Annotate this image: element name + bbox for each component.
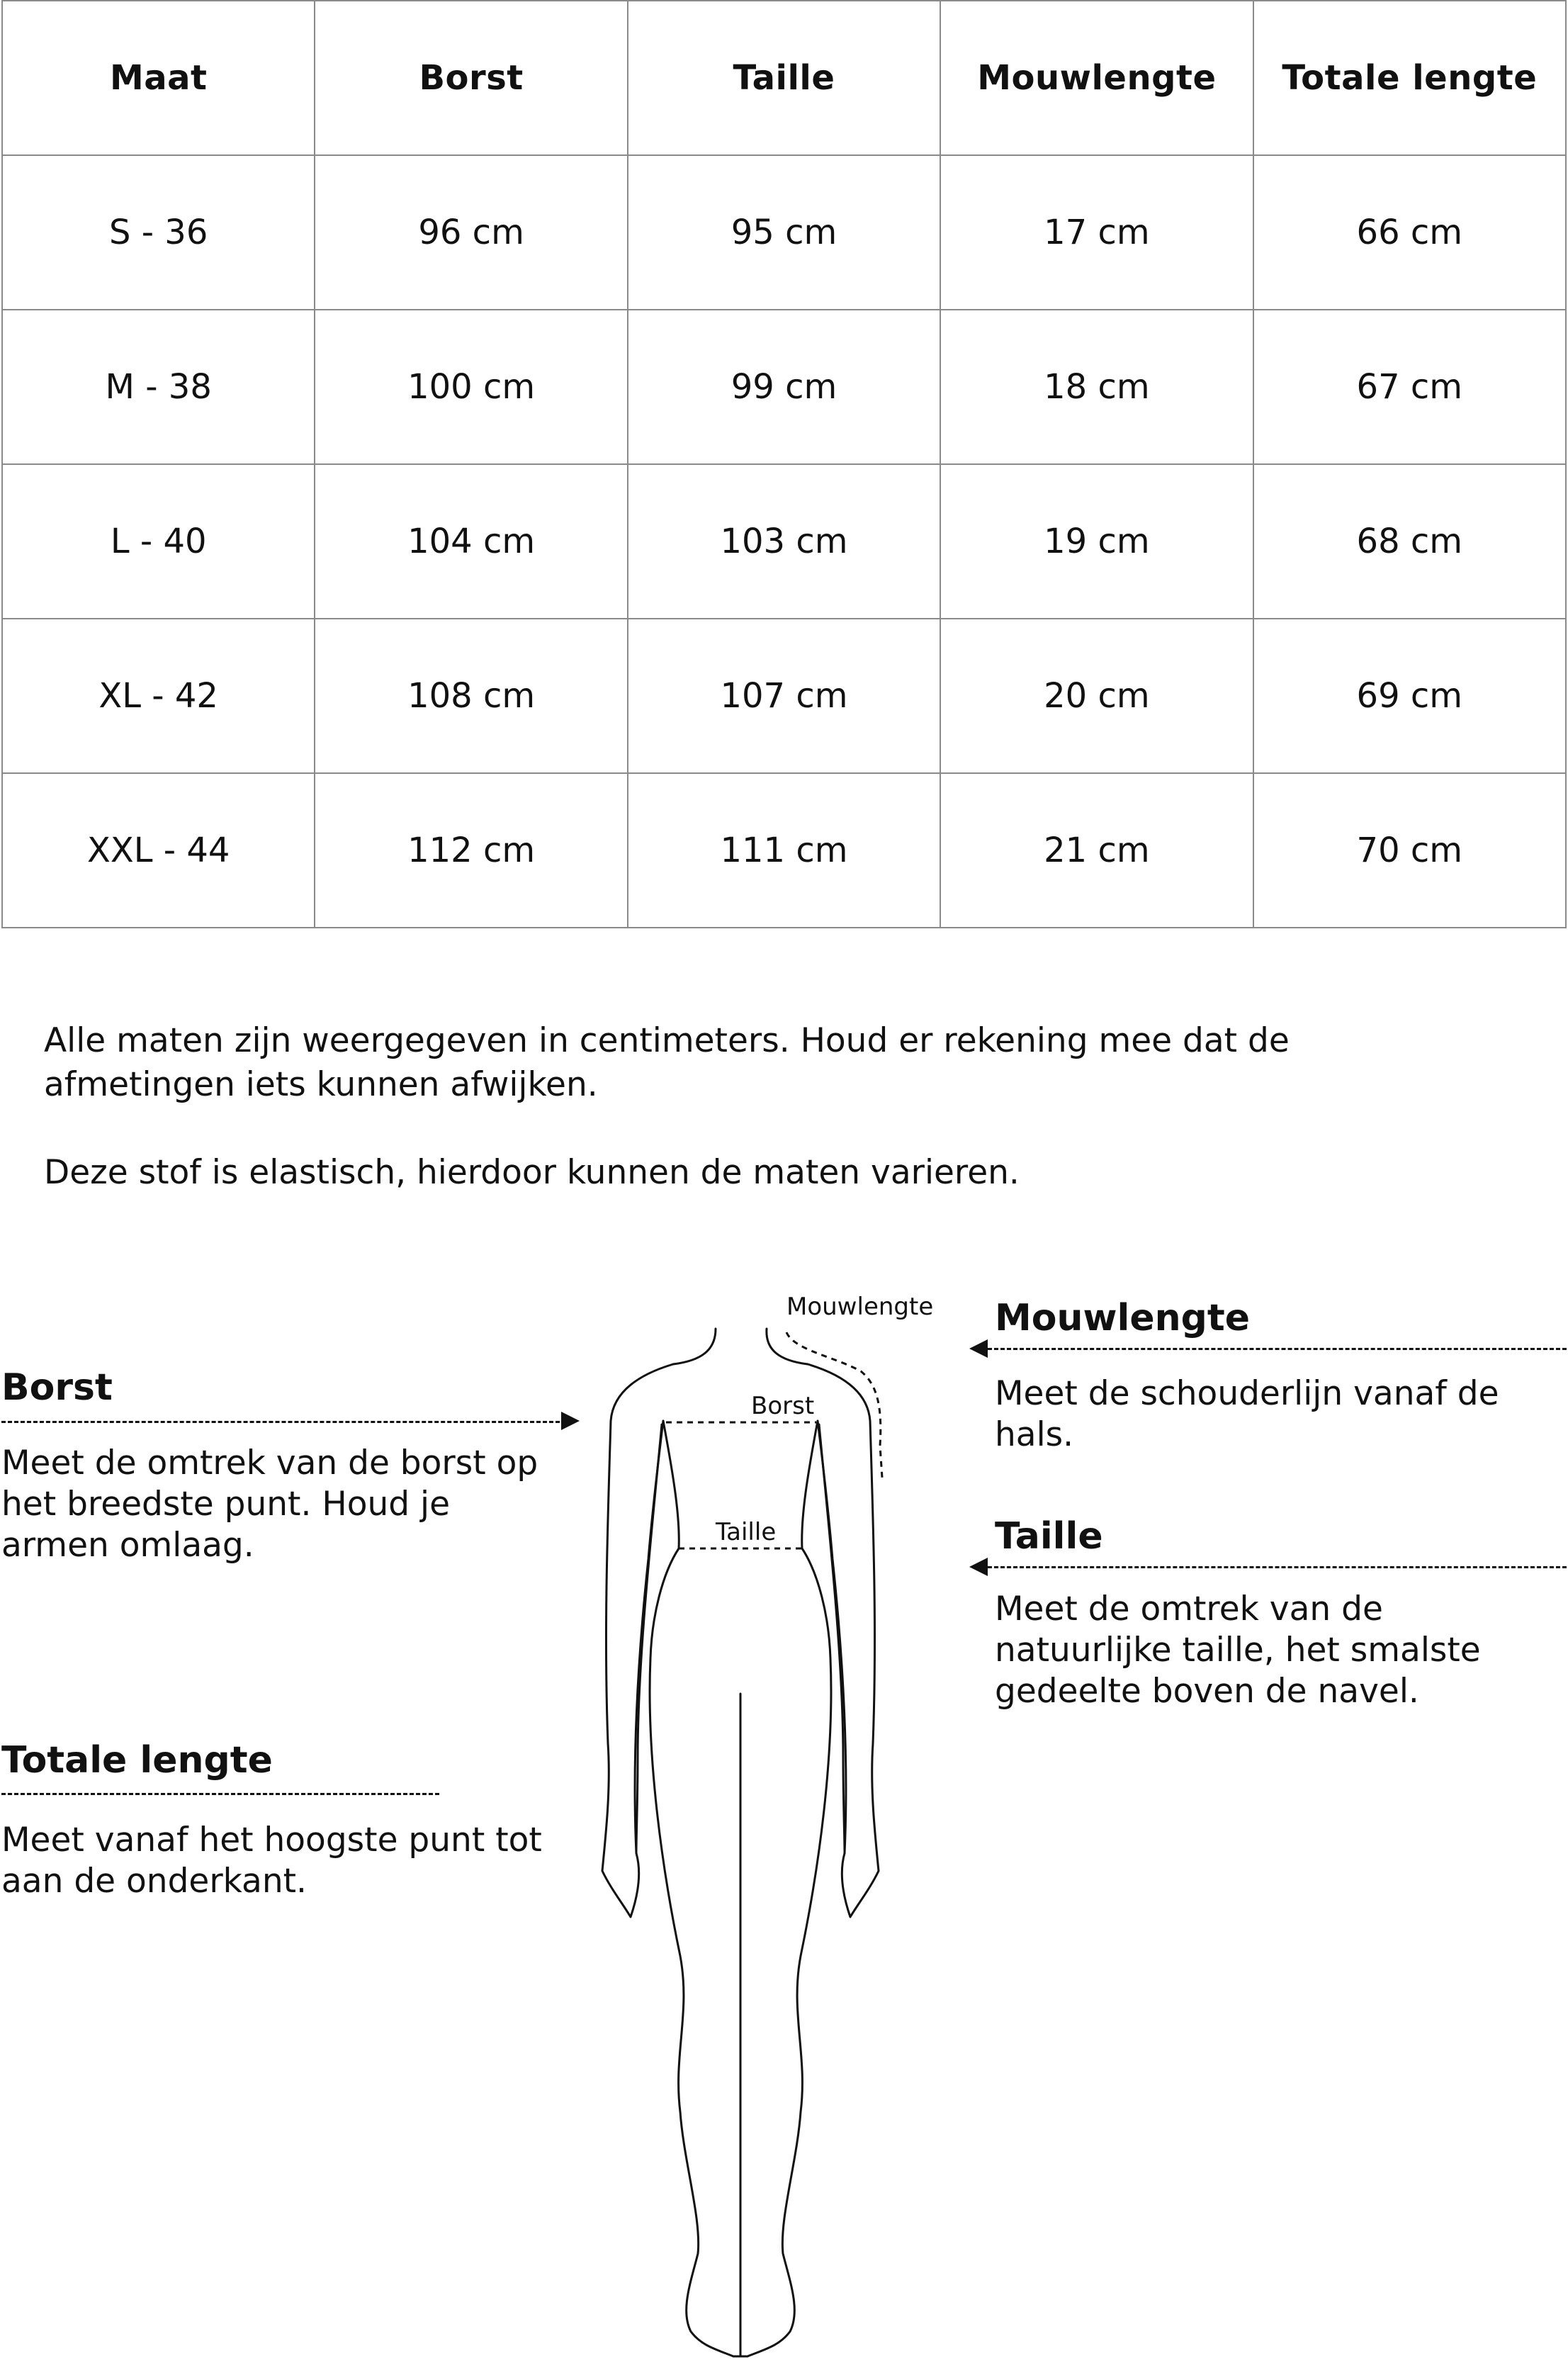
taille-title: Taille — [995, 1515, 1103, 1558]
borst-dashed-line — [1, 1421, 560, 1423]
size-table — [1, 0, 1567, 928]
header-totale-lengte: Totale lengte — [1253, 1, 1566, 155]
table-cell-totale-lengte: 68 cm — [1253, 464, 1566, 619]
totale-lengte-title: Totale lengte — [1, 1739, 273, 1782]
table-cell-taille: 107 cm — [628, 619, 940, 773]
header-borst: Borst — [315, 1, 627, 155]
table-row — [2, 464, 1566, 619]
table-cell-taille: 99 cm — [628, 310, 940, 464]
table-cell-borst: 96 cm — [315, 155, 627, 310]
table-cell-taille: 103 cm — [628, 464, 940, 619]
figure-label-taille: Taille — [716, 1518, 777, 1546]
mouwlengte-arrow-icon — [969, 1339, 988, 1358]
table-cell-totale-lengte: 69 cm — [1253, 619, 1566, 773]
table-cell-size: M - 38 — [2, 310, 315, 464]
taille-description: Meet de omtrek van de natuurlijke taille, het smalste gedeelte boven de navel. — [995, 1590, 1481, 1711]
table-cell-mouwlengte: 18 cm — [940, 310, 1253, 464]
table-cell-taille: 111 cm — [628, 773, 940, 928]
figure-label-borst: Borst — [751, 1392, 815, 1420]
borst-arrow-icon — [561, 1412, 580, 1430]
header-taille: Taille — [628, 1, 940, 155]
table-row — [2, 310, 1566, 464]
table-cell-borst: 108 cm — [315, 619, 627, 773]
table-cell-borst: 104 cm — [315, 464, 627, 619]
table-cell-totale-lengte: 66 cm — [1253, 155, 1566, 310]
table-cell-mouwlengte: 19 cm — [940, 464, 1253, 619]
table-cell-mouwlengte: 17 cm — [940, 155, 1253, 310]
figure-neck-left — [673, 1329, 716, 1364]
measurement-note: Alle maten zijn weergegeven in centimeters. Houd er rekening mee dat de afmetingen iets kunnen afwijken. — [44, 1021, 1290, 1104]
header-maat: Maat — [2, 1, 315, 155]
table-cell-borst: 112 cm — [315, 773, 627, 928]
table-cell-taille: 95 cm — [628, 155, 940, 310]
figure-left-arm — [602, 1364, 673, 1917]
mouwlengte-dashed-line — [988, 1348, 1567, 1350]
taille-dashed-line — [988, 1566, 1567, 1568]
totale-lengte-description: Meet vanaf het hoogste punt tot aan de onderkant. — [1, 1821, 542, 1901]
borst-description: Meet de omtrek van de borst op het breedste punt. Houd je armen omlaag. — [1, 1444, 538, 1565]
table-row — [2, 155, 1566, 310]
table-cell-totale-lengte: 67 cm — [1253, 310, 1566, 464]
header-mouwlengte: Mouwlengte — [940, 1, 1253, 155]
figure-torso-right — [748, 1421, 831, 2356]
table-row — [2, 773, 1566, 928]
table-cell-mouwlengte: 20 cm — [940, 619, 1253, 773]
totale-lengte-dashed-line — [1, 1793, 439, 1795]
borst-title: Borst — [1, 1366, 113, 1409]
table-cell-mouwlengte: 21 cm — [940, 773, 1253, 928]
table-header-row — [2, 1, 1566, 155]
mouwlengte-description: Meet de schouderlijn vanaf de hals. — [995, 1374, 1499, 1454]
table-cell-size: L - 40 — [2, 464, 315, 619]
figure-right-arm — [808, 1364, 879, 1917]
mouwlengte-title: Mouwlengte — [995, 1297, 1250, 1339]
figure-label-mouwlengte: Mouwlengte — [786, 1293, 934, 1321]
table-cell-size: S - 36 — [2, 155, 315, 310]
taille-arrow-icon — [969, 1558, 988, 1576]
table-cell-totale-lengte: 70 cm — [1253, 773, 1566, 928]
figure-torso-left — [650, 1421, 733, 2356]
table-cell-borst: 100 cm — [315, 310, 627, 464]
table-cell-size: XL - 42 — [2, 619, 315, 773]
table-row — [2, 619, 1566, 773]
table-cell-size: XXL - 44 — [2, 773, 315, 928]
fabric-note: Deze stof is elastisch, hierdoor kunnen de maten varieren. — [44, 1153, 1020, 1192]
